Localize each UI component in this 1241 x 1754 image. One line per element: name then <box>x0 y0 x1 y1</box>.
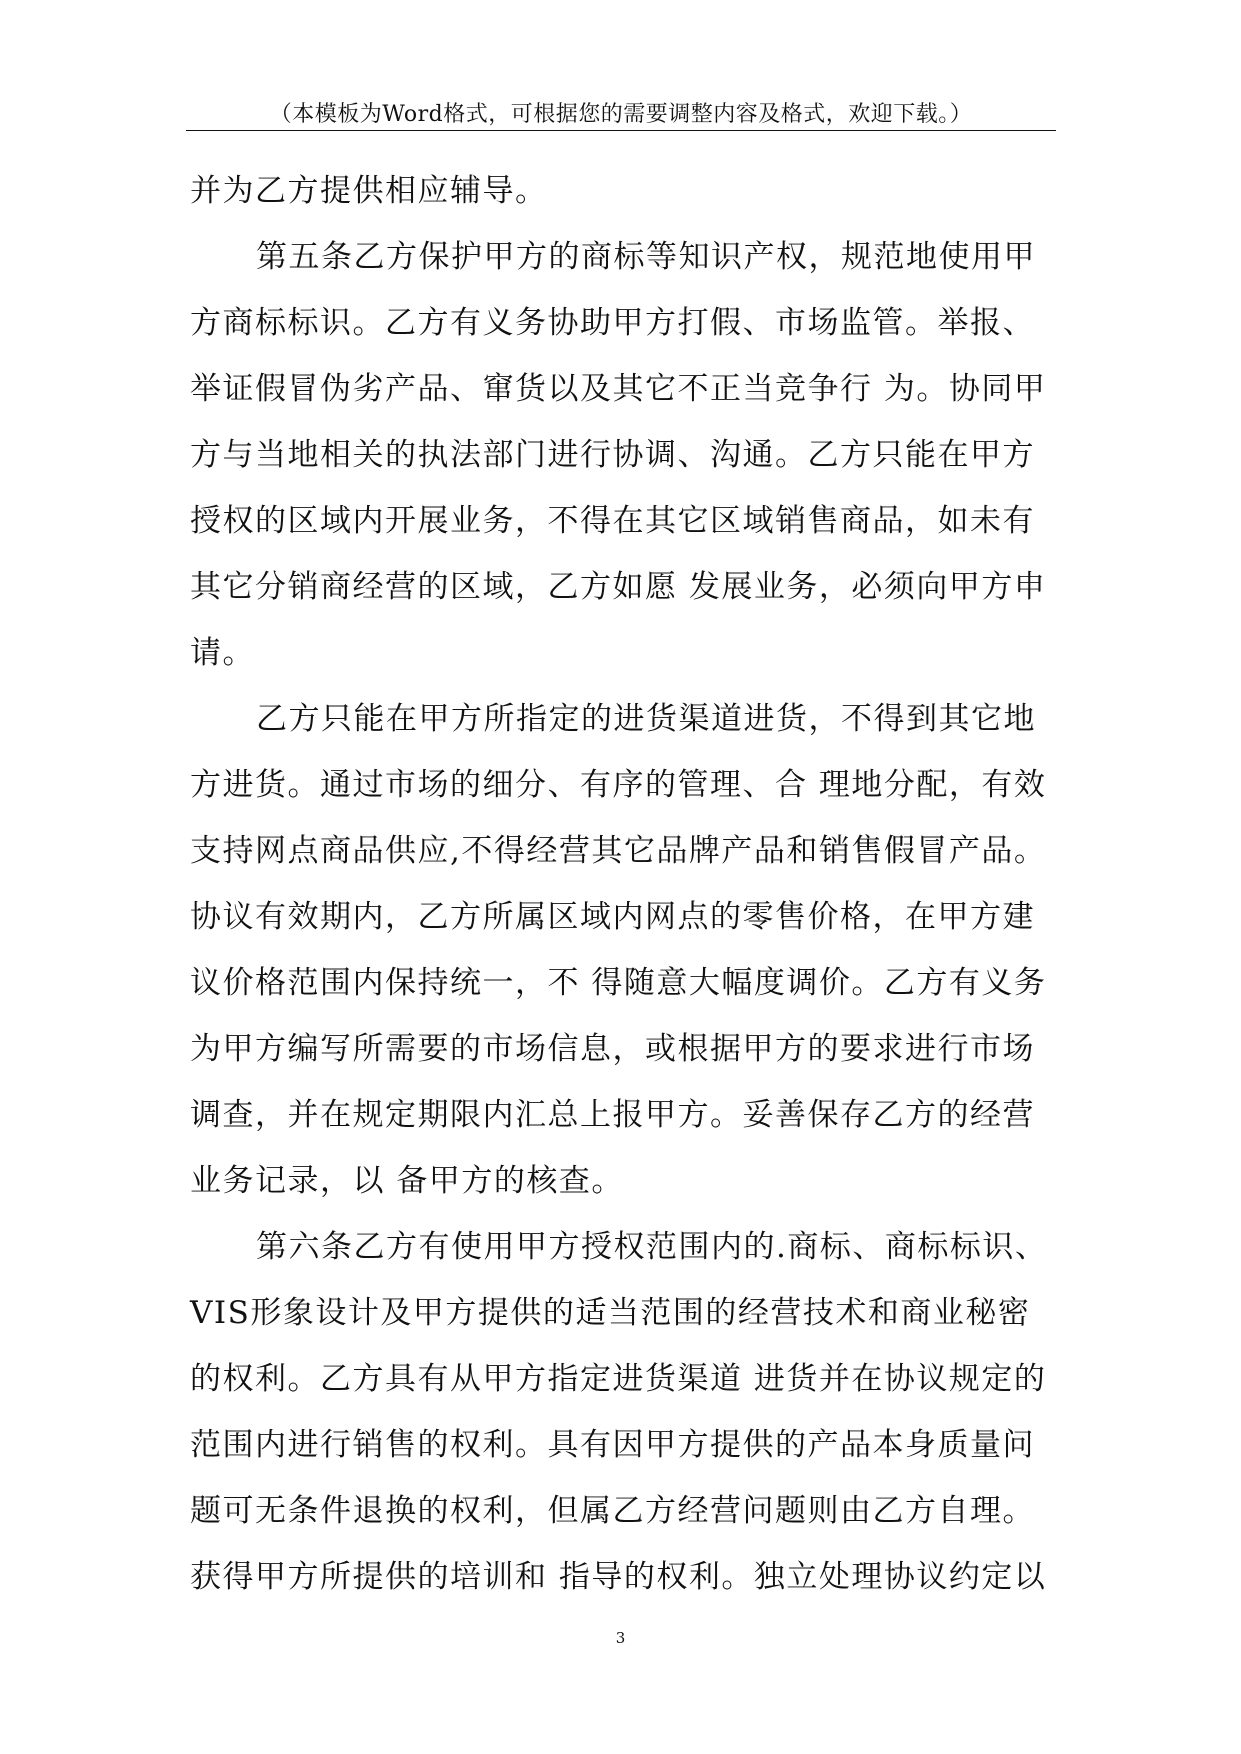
text-line: 方商标标识。乙方有义务协助甲方打假、市场监管。举报、 <box>190 305 1035 341</box>
text-line: 协议有效期内，乙方所属区域内网点的零售价格，在甲方建 <box>190 899 1035 935</box>
text-line: 获得甲方所提供的培训和 指导的权利。独立处理协议约定以 <box>190 1559 1047 1595</box>
text-line: 乙方只能在甲方所指定的进货渠道进货，不得到其它地 <box>256 701 1036 737</box>
text-line: 支持网点商品供应,不得经营其它品牌产品和销售假冒产品。 <box>190 833 1047 869</box>
text-line: 其它分销商经营的区域，乙方如愿 发展业务，必须向甲方申 <box>190 569 1047 605</box>
text-line: 举证假冒伪劣产品、窜货以及其它不正当竞争行 为。协同甲 <box>190 371 1047 407</box>
text-line: 第六条乙方有使用甲方授权范围内的.商标、商标标识、 <box>256 1229 1048 1265</box>
text-line: VIS形象设计及甲方提供的适当范围的经营技术和商业秘密 <box>190 1295 1031 1331</box>
document-body <box>190 158 1060 1610</box>
text-line: 范围内进行销售的权利。具有因甲方提供的产品本身质量问 <box>190 1427 1035 1463</box>
text-line: 的权利。乙方具有从甲方指定进货渠道 进货并在协议规定的 <box>190 1361 1047 1397</box>
page-number: 3 <box>615 1629 626 1647</box>
text-line: 业务记录，以 备甲方的核查。 <box>190 1163 624 1199</box>
text-line: 方与当地相关的执法部门进行协调、沟通。乙方只能在甲方 <box>190 437 1035 473</box>
text-line: 题可无条件退换的权利，但属乙方经营问题则由乙方自理。 <box>190 1493 1035 1529</box>
text-line: 方进货。通过市场的细分、有序的管理、合 理地分配，有效 <box>190 767 1047 803</box>
header-divider <box>186 130 1056 131</box>
text-line: 议价格范围内保持统一，不 得随意大幅度调价。乙方有义务 <box>190 965 1047 1001</box>
text-line: 并为乙方提供相应辅导。 <box>190 173 548 209</box>
text-line: 第五条乙方保护甲方的商标等知识产权，规范地使用甲 <box>256 239 1036 275</box>
page-header: （本模板为Word格式，可根据您的需要调整内容及格式，欢迎下载。） <box>269 102 973 127</box>
text-line: 请。 <box>190 635 255 671</box>
text-line: 授权的区域内开展业务，不得在其它区域销售商品，如未有 <box>190 503 1035 539</box>
text-line: 调查，并在规定期限内汇总上报甲方。妥善保存乙方的经营 <box>190 1097 1035 1133</box>
text-line: 为甲方编写所需要的市场信息，或根据甲方的要求进行市场 <box>190 1031 1035 1067</box>
